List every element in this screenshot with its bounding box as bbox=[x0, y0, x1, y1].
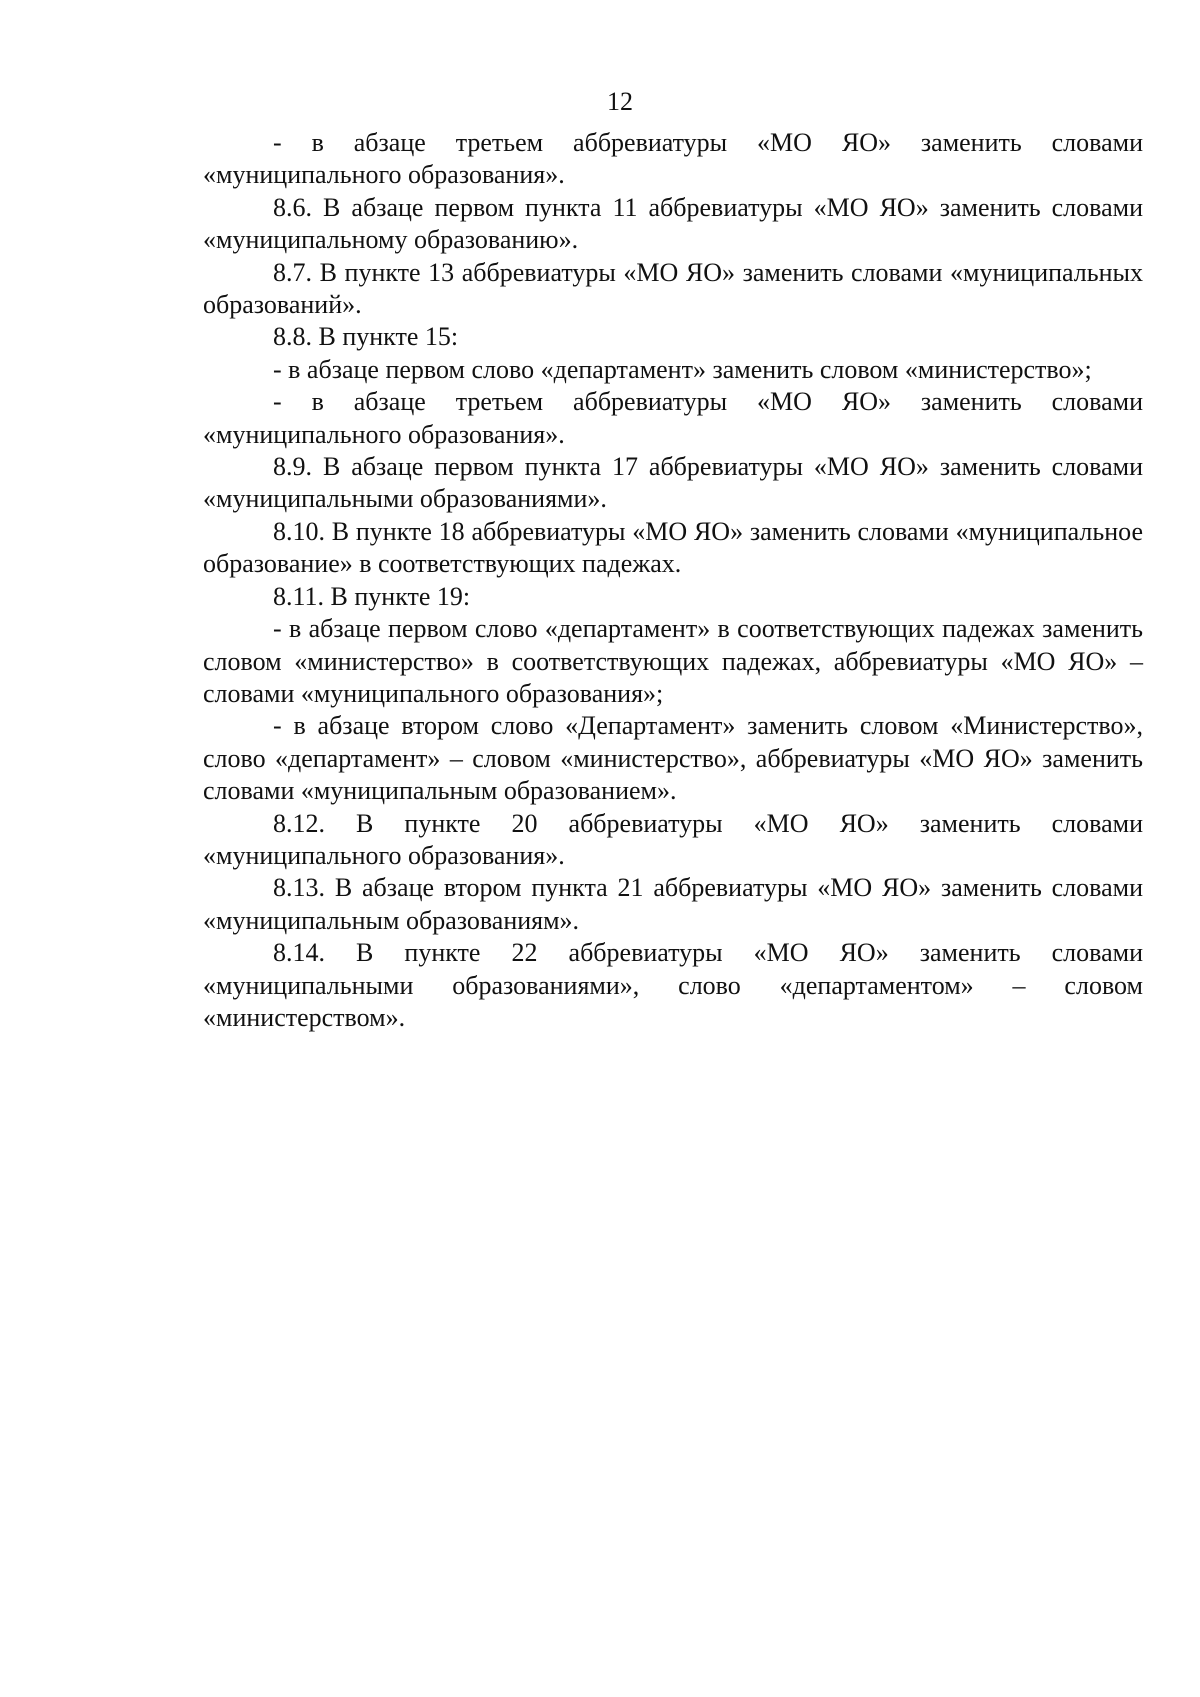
paragraph-8-11: 8.11. В пункте 19: bbox=[273, 581, 471, 611]
paragraph-8-14: 8.14. В пункте 22 аббревиатуры «МО ЯО» заменить словами «муниципальными образованиями», слово «департаментом» – словом «министерством». bbox=[203, 938, 1143, 1032]
paragraph-8-8-first-abzac: - в абзаце первом слово «департамент» заменить словом «министерство»; bbox=[273, 354, 1092, 384]
paragraph-8-11-first-abzac: - в абзаце первом слово «департамент» в соответствующих падежах заменить словом «министерство» в соответствующих падежах, аббревиатуры «МО ЯО» – словами «муниципального образования»; bbox=[203, 614, 1143, 708]
page-number: 12 bbox=[607, 87, 633, 116]
paragraph-8-13: 8.13. В абзаце втором пункта 21 аббревиатуры «МО ЯО» заменить словами «муниципальным образованиям». bbox=[203, 873, 1143, 935]
document-body bbox=[203, 127, 1143, 1034]
paragraph-8-10: 8.10. В пункте 18 аббревиатуры «МО ЯО» заменить словами «муниципальное образование» в соответствующих падежах. bbox=[203, 516, 1143, 579]
paragraph-8-8: 8.8. В пункте 15: bbox=[273, 322, 459, 352]
paragraph-8-11-second-abzac: - в абзаце втором слово «Департамент» заменить словом «Министерство», слово «департамент» – словом «министерство», аббревиатуры «МО ЯО» заменить словами «муниципальным образованием». bbox=[203, 711, 1143, 806]
paragraph-8-6: 8.6. В абзаце первом пункта 11 аббревиатуры «МО ЯО» заменить словами «муниципальному образованию». bbox=[203, 192, 1143, 255]
paragraph-amendment-third-abzac: - в абзаце третьем аббревиатуры «МО ЯО» заменить словами «муниципального образования». bbox=[203, 128, 1143, 190]
paragraph-8-12: 8.12. В пункте 20 аббревиатуры «МО ЯО» заменить словами «муниципального образования». bbox=[203, 808, 1143, 870]
paragraph-8-9: 8.9. В абзаце первом пункта 17 аббревиатуры «МО ЯО» заменить словами «муниципальными образованиями». bbox=[203, 452, 1143, 514]
paragraph-8-7: 8.7. В пункте 13 аббревиатуры «МО ЯО» заменить словами «муниципальных образований». bbox=[203, 257, 1143, 320]
paragraph-8-8-third-abzac: - в абзаце третьем аббревиатуры «МО ЯО» заменить словами «муниципального образования». bbox=[203, 387, 1143, 449]
